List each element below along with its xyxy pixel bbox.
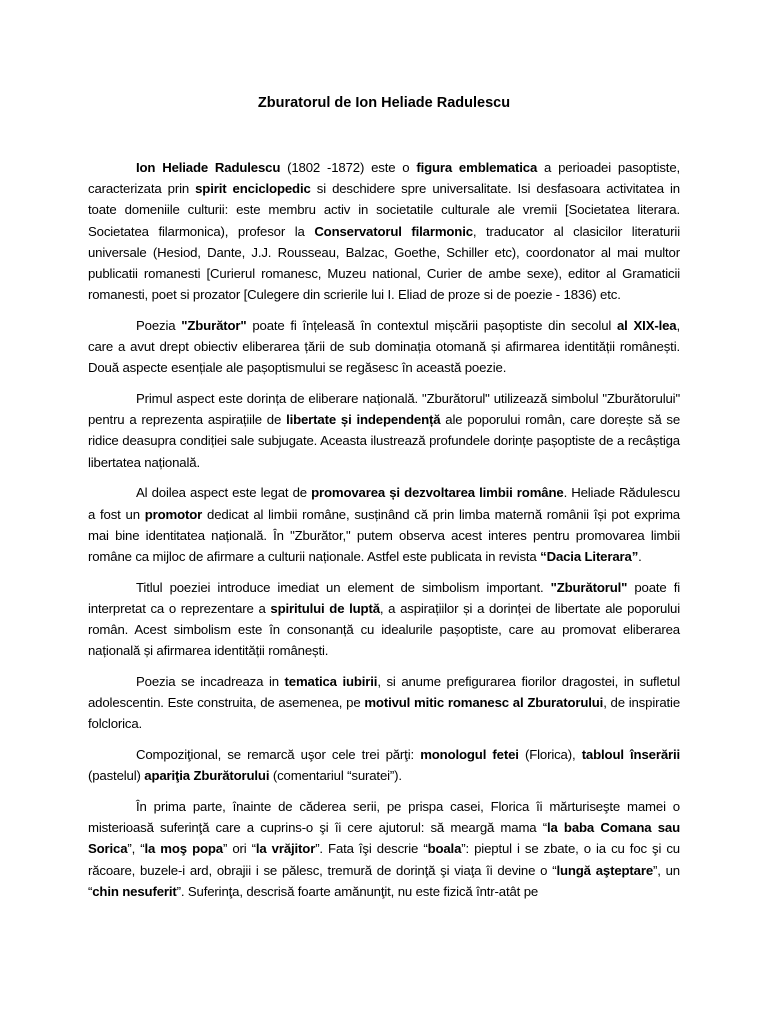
- bold-run: spiritului de luptă: [270, 600, 380, 616]
- text-run: Al doilea aspect este legat de: [136, 485, 312, 501]
- bold-run: promotor: [144, 506, 203, 522]
- text-run: Titlul poeziei introduce imediat un element de simbolism important.: [136, 579, 551, 595]
- bold-run: la baba Comana sau Sorica: [88, 820, 680, 857]
- bold-run: monologul fetei: [420, 747, 519, 763]
- paragraph-2: [88, 315, 680, 379]
- text-run: a perioadei pasoptiste, caracterizata prin: [88, 160, 681, 197]
- paragraph-7: [88, 744, 680, 786]
- text-run: În prima parte, înainte de căderea serii, pe prispa casei, Florica îi mărturiseşte mamei o misterioasă suferinţă care a cuprins-o şi îi cere ajutorul: să meargă mama “: [88, 798, 680, 836]
- text-run: .: [638, 548, 642, 564]
- text-run: (1802 -1872) este o: [280, 160, 417, 175]
- bold-run: Ion Heliade Radulescu: [136, 160, 281, 175]
- text-run: ”. Suferinţa, descrisă foarte amănunţit, nu este fizică într-atât pe: [176, 883, 539, 899]
- paragraph-1: [88, 157, 680, 305]
- text-run: ”. Fata îşi descrie “: [315, 841, 428, 857]
- text-run: , de inspiratie folclorica.: [88, 695, 680, 732]
- text-run: Compoziţional, se remarcă uşor cele trei părţi:: [136, 747, 421, 763]
- bold-run: figura emblematica: [416, 160, 538, 175]
- bold-run: motivul mitic romanesc al Zburatorului: [364, 695, 604, 711]
- text-run: ”, “: [127, 841, 145, 857]
- bold-run: boala: [427, 841, 462, 857]
- text-run: Poezia se incadreaza in: [136, 673, 285, 689]
- document-title: Zburatorul de Ion Heliade Radulescu: [257, 95, 511, 111]
- text-run: , a aspirațiilor și a dorinței de libertate ale poporului român. Acest simbolism este în consonanță cu idealurile pașoptiste, care au promovat eliberarea națională și afirmarea identității românești.: [88, 600, 680, 659]
- text-run: ale poporului român, care dorește să se ridice deasupra condiției sale subjugate. Aceasta ilustrează profundele dorințe pașoptiste de a recâștiga libertatea națională.: [88, 412, 681, 470]
- bold-run: promovarea și dezvoltarea limbii române: [311, 485, 564, 501]
- text-run: Poezia: [136, 317, 182, 333]
- bold-run: Conservatorul filarmonic: [314, 223, 473, 239]
- bold-run: tematica iubirii: [284, 673, 378, 689]
- text-run: (pastelul): [88, 768, 145, 784]
- paragraph-8: [88, 796, 680, 902]
- text-run: (Florica),: [518, 747, 582, 763]
- paragraph-4: [88, 482, 680, 567]
- text-run: ” ori “: [222, 841, 256, 857]
- paragraph-5: [88, 577, 680, 662]
- text-run: , traducator al clasicilor literaturii universale (Hesiod, Dante, J.J. Rousseau, Balzac, Goethe, Schiller etc), coordonator al mai multor publicatii romanesti [Curierul romanesc, Muzeu national, Curier de ambe sexe), editor al Gramaticii romanesti, poet si prozator [Culegere din scrierile lui I. Eliad de proze si de poezie - 1836) etc.: [88, 223, 680, 303]
- bold-run: lungă aşteptare: [556, 862, 653, 878]
- text-run: Primul aspect este dorința de eliberare națională. "Zburătorul" utilizează simbolul "Zburătorului" pentru a reprezenta aspirațiile de: [88, 391, 680, 428]
- text-run: poate fi interpretat ca o reprezentare a: [88, 579, 681, 616]
- bold-run: libertate și independență: [286, 412, 441, 428]
- bold-run: al XIX-lea: [617, 317, 677, 333]
- document-page: [88, 0, 680, 912]
- text-run: poate fi înțeleasă în contextul mișcării pașoptiste din secolul: [246, 317, 617, 333]
- bold-run: "Zburător": [181, 317, 247, 333]
- bold-run: spirit enciclopedic: [195, 181, 311, 197]
- paragraph-6: [88, 671, 680, 735]
- bold-run: chin nesuferit: [92, 883, 177, 899]
- text-run: , care a avut drept obiectiv eliberarea țării de sub dominația otomană și afirmarea identității românești. Două aspecte esențiale ale pașoptismului se regăsesc în această poezie.: [88, 317, 680, 376]
- bold-run: la moş popa: [144, 841, 223, 857]
- text-run: dedicat al limbii române, susținând că prin limba maternă românii își pot exprima mai bine identitatea națională. În "Zburător," putem observa acest interes pentru promovarea limbii române ca mijloc de afirmare a culturii naționale. Astfel este publicata in revista: [88, 506, 680, 564]
- document-body: [88, 157, 680, 902]
- text-run: . Heliade Rădulescu a fost un: [88, 485, 680, 522]
- text-run: , si anume prefigurarea fiorilor dragostei, in sufletul adolescentin. Este construita, de asemenea, pe: [88, 673, 680, 711]
- paragraph-3: [88, 388, 680, 473]
- text-run: ”, un “: [88, 862, 680, 899]
- text-run: si deschidere spre universalitate. Isi desfasoara activitatea in toate domeniile culturii: este membru activ in societatile culturale ale vremii [Societatea literara. Societatea filarmonica), profesor la: [88, 181, 680, 239]
- bold-run: "Zburătorul": [550, 579, 628, 595]
- bold-run: tabloul înserării: [581, 747, 681, 763]
- bold-run: la vrăjitor: [255, 841, 316, 857]
- text-run: ”: pieptul i se zbate, o ia cu foc şi cu răcoare, buzele-i ard, obrajii i se pălesc, tremură de dorinţă şi viaţa îi devine o “: [88, 841, 680, 878]
- bold-run: “Dacia Literara”: [540, 548, 639, 564]
- text-run: (comentariul “suratei”).: [269, 768, 402, 784]
- bold-run: apariţia Zburătorului: [144, 768, 270, 784]
